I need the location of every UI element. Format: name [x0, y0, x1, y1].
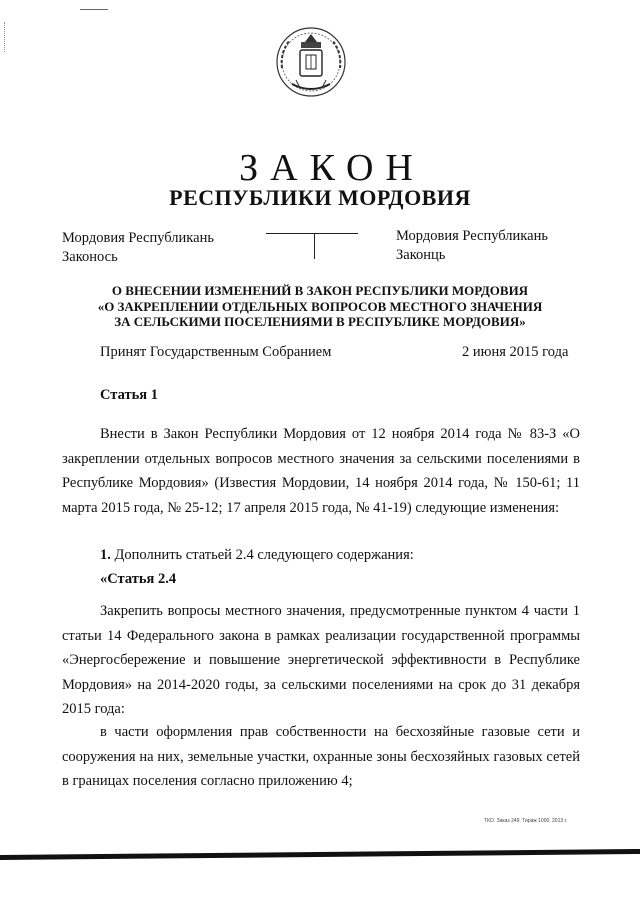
new-article-2-4-paragraph: Закрепить вопросы местного значения, предусмотренные пунктом 4 части 1 статьи 14 Федерального закона в рамках реализации государственной программы «Энергосбережение и повышение энергетической эффективности в Республике Мордовия» на 2014-2020 годы, за сельскими поселениями на срок до 31 декабря 2015 года: — [62, 603, 580, 717]
article-1-heading: Статья 1 — [100, 387, 158, 403]
coat-of-arms-emblem — [272, 22, 350, 100]
language-divider-vertical — [314, 233, 315, 259]
page-bottom-edge-bar — [0, 849, 640, 861]
language-title-right — [396, 227, 548, 265]
law-heading-line: О ВНЕСЕНИИ ИЗМЕНЕНИЙ В ЗАКОН РЕСПУБЛИКИ МОРДОВИЯ — [111, 283, 529, 298]
adopted-date: 2 июня 2015 года — [462, 344, 569, 360]
issuer-title: РЕСПУБЛИКИ МОРДОВИЯ — [169, 185, 471, 210]
article-1-intro-paragraph: Внести в Закон Республики Мордовия от 12 ноября 2014 года № 83-З «О закреплении отдельных вопросов местного значения за сельскими поселениями в Республике Мордовия» (Известия Мордовии, 14 ноября 2014 года, № 150-61; 11 марта 2015 года, № 25-12; 17 апреля 2015 года, № 41-19) следующие изменения: — [62, 426, 580, 516]
article-1-item-1 — [100, 543, 580, 568]
adopted-by: Принят Государственным Собранием — [100, 344, 332, 360]
law-heading-line: «О ЗАКРЕПЛЕНИИ ОТДЕЛЬНЫХ ВОПРОСОВ МЕСТНОГО ЗНАЧЕНИЯ — [97, 298, 543, 314]
print-imprint: ТКО. Заказ 249. Тираж 1000. 2013 г. — [484, 818, 568, 824]
law-heading — [0, 283, 640, 330]
scan-artifact-line — [80, 9, 108, 10]
language-title-left-line2: Законось — [62, 249, 118, 265]
language-divider-horizontal — [266, 233, 358, 234]
language-title-left — [62, 229, 214, 267]
law-heading-line: ЗА СЕЛЬСКИМИ ПОСЕЛЕНИЯМИ В РЕСПУБЛИКЕ МОРДОВИЯ» — [114, 314, 526, 329]
language-title-right-line2: Законць — [396, 247, 446, 263]
language-title-right-line1: Мордовия Республикань — [396, 228, 548, 244]
scan-artifact-corner — [4, 22, 15, 52]
new-article-2-4-heading: «Статья 2.4 — [100, 571, 177, 587]
item-number: 1. — [100, 547, 111, 563]
language-title-left-line1: Мордовия Республикань — [62, 230, 214, 246]
new-article-2-4-subitem: в части оформления прав собственности на бесхозяйные газовые сети и сооружения на них, земельные участки, охранные зоны бесхозяйных газовых сетей в границах поселения согласно приложению 4; — [62, 724, 580, 789]
item-text: Дополнить статьей 2.4 следующего содержания: — [110, 547, 414, 563]
document-type-title: ЗАКОН — [239, 147, 425, 189]
